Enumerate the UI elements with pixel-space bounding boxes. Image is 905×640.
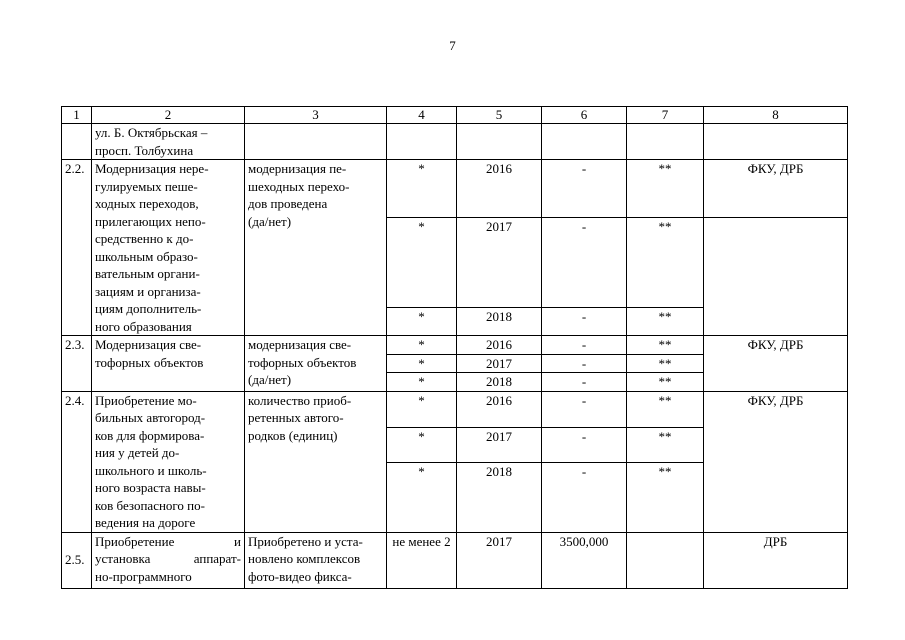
marker-cell: * xyxy=(387,373,457,392)
marker-cell: ** xyxy=(627,354,704,373)
header-cell: 8 xyxy=(704,107,848,124)
year-cell: 2018 xyxy=(457,463,542,533)
table-row xyxy=(62,391,848,427)
table-row xyxy=(62,336,848,355)
marker-cell: ** xyxy=(627,308,704,336)
table-row xyxy=(62,124,848,160)
marker-cell: ** xyxy=(627,427,704,462)
measure-name-cell: Приобретение и установка аппарат- но-программного xyxy=(92,532,245,588)
executor-cell: ФКУ, ДРБ xyxy=(704,391,848,532)
year-cell: 2016 xyxy=(457,336,542,355)
row-number: 2.4. xyxy=(62,391,92,532)
marker-cell: ** xyxy=(627,160,704,218)
measure-name-cell: Модернизация нере- гулируемых пеше- ходных переходов, прилегающих непо- средственно к до- школьным образо- вательным органи- зациям и организа- циям дополнитель- ного образования xyxy=(92,160,245,336)
table-row xyxy=(62,532,848,588)
amount-cell: - xyxy=(542,336,627,355)
amount-cell: 3500,000 xyxy=(542,532,627,588)
amount-cell: - xyxy=(542,160,627,218)
marker-cell: ** xyxy=(627,373,704,392)
year-cell: 2018 xyxy=(457,308,542,336)
indicator-cell: количество приоб- ретенных автого- родков (единиц) xyxy=(245,391,387,532)
marker-cell: ** xyxy=(627,463,704,533)
header-cell: 1 xyxy=(62,107,92,124)
amount-cell: - xyxy=(542,354,627,373)
header-cell: 2 xyxy=(92,107,245,124)
amount-cell: - xyxy=(542,218,627,308)
year-cell: 2017 xyxy=(457,218,542,308)
marker-cell: * xyxy=(387,463,457,533)
indicator-cell: модернизация пе- шеходных перехо- дов проведена (да/нет) xyxy=(245,160,387,336)
executor-cell: ФКУ, ДРБ xyxy=(704,336,848,392)
year-cell: 2017 xyxy=(457,532,542,588)
table-row xyxy=(62,160,848,218)
year-cell: 2018 xyxy=(457,373,542,392)
header-cell: 6 xyxy=(542,107,627,124)
indicator-cell: Приобретено и уста- новлено комплексов фото-видео фикса- xyxy=(245,532,387,588)
target-value-cell: не менее 2 xyxy=(387,532,457,588)
marker-cell: * xyxy=(387,218,457,308)
amount-cell: - xyxy=(542,391,627,427)
marker-cell: * xyxy=(387,308,457,336)
marker-cell: * xyxy=(387,336,457,355)
header-cell: 7 xyxy=(627,107,704,124)
year-cell: 2017 xyxy=(457,354,542,373)
marker-cell: ** xyxy=(627,391,704,427)
year-cell: 2016 xyxy=(457,160,542,218)
amount-cell: - xyxy=(542,427,627,462)
amount-cell: - xyxy=(542,463,627,533)
measure-name-cell: Приобретение мо- бильных автогород- ков для формирова- ния у детей до- школьного и школь- ного возраста навы- ков безопасного по- ведения на дороге xyxy=(92,391,245,532)
marker-cell: ** xyxy=(627,336,704,355)
marker-cell: * xyxy=(387,427,457,462)
header-cell: 5 xyxy=(457,107,542,124)
marker-cell: * xyxy=(387,160,457,218)
marker-cell: * xyxy=(387,354,457,373)
amount-cell: - xyxy=(542,373,627,392)
measure-name-cell: ул. Б. Октябрьская – просп. Толбухина xyxy=(92,124,245,160)
measure-name-cell: Модернизация све- тофорных объектов xyxy=(92,336,245,392)
year-cell: 2017 xyxy=(457,427,542,462)
year-cell: 2016 xyxy=(457,391,542,427)
amount-cell: - xyxy=(542,308,627,336)
executor-cell: ДРБ xyxy=(704,532,848,588)
header-row xyxy=(62,107,848,124)
executor-cell: ФКУ, ДРБ xyxy=(704,160,848,218)
row-number: 2.3. xyxy=(62,336,92,392)
header-cell: 4 xyxy=(387,107,457,124)
page-number: 7 xyxy=(449,38,456,53)
marker-cell: ** xyxy=(627,218,704,308)
header-cell: 3 xyxy=(245,107,387,124)
marker-cell: * xyxy=(387,391,457,427)
marker-cell xyxy=(627,532,704,588)
row-number: 2.5. xyxy=(62,532,92,588)
indicator-cell: модернизация све- тофорных объектов (да/нет) xyxy=(245,336,387,392)
measures-table xyxy=(61,106,848,589)
row-number: 2.2. xyxy=(62,160,92,336)
